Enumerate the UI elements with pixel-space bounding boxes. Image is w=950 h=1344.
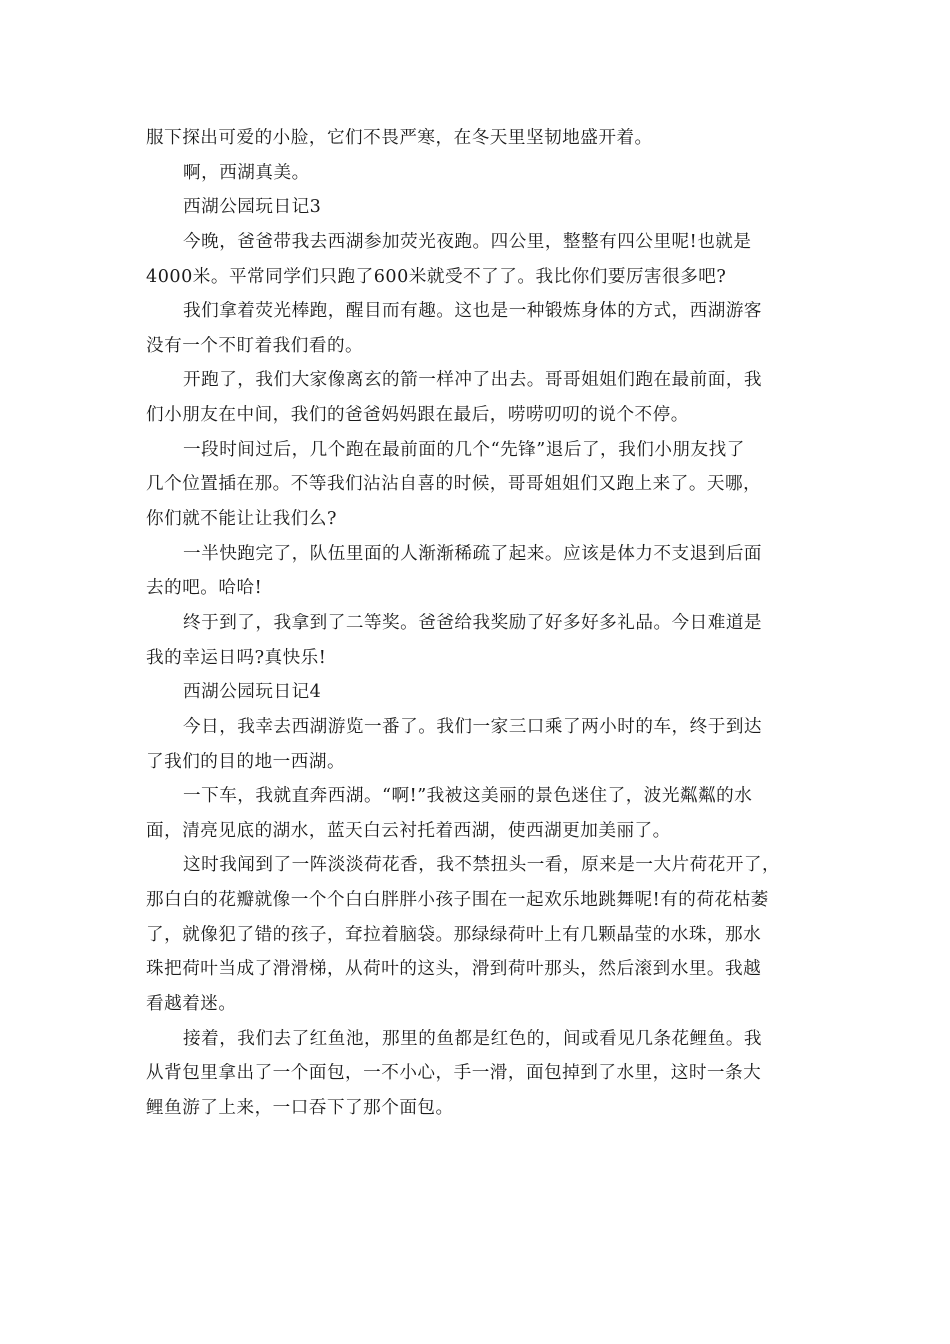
- text-line: 接着，我们去了红鱼池，那里的鱼都是红色的，间或看见几条花鲤鱼。我: [183, 1028, 763, 1049]
- text-line: 看越着迷。: [146, 994, 237, 1015]
- text-line: 一段时间过后，几个跑在最前面的几个“先锋”退后了，我们小朋友找了: [183, 439, 745, 460]
- text-line: 没有一个不盯着我们看的。: [146, 335, 364, 356]
- text-line: 们小朋友在中间，我们的爸爸妈妈跟在最后，唠唠叨叨的说个不停。: [146, 405, 689, 426]
- text-line: 终于到了，我拿到了二等奖。爸爸给我奖励了好多好多礼品。今日难道是: [183, 612, 763, 633]
- text-line: 了我们的目的地一西湖。: [146, 751, 346, 772]
- text-line: 西湖公园玩日记4: [183, 682, 322, 703]
- text-line: 那白白的花瓣就像一个个白白胖胖小孩子围在一起欢乐地跳舞呢!有的荷花枯萎: [146, 890, 769, 911]
- text-line: 我们拿着荧光棒跑，醒目而有趣。这也是一种锻炼身体的方式，西湖游客: [183, 301, 763, 322]
- text-line: 几个位置插在那。不等我们沾沾自喜的时候，哥哥姐姐们又跑上来了。天哪，: [146, 474, 762, 495]
- text-line: 一下车，我就直奔西湖。“啊!”我被这美丽的景色迷住了，波光粼粼的水: [183, 786, 753, 807]
- text-line: 这时我闻到了一阵淡淡荷花香，我不禁扭头一看，原来是一大片荷花开了，: [183, 855, 781, 876]
- text-line: 鲤鱼游了上来，一口吞下了那个面包。: [146, 1097, 454, 1118]
- text-line: 去的吧。哈哈!: [146, 578, 263, 599]
- text-line: 珠把荷叶当成了滑滑梯，从荷叶的这头，滑到荷叶那头，然后滚到水里。我越: [146, 959, 762, 980]
- text-line: 开跑了，我们大家像离玄的箭一样冲了出去。哥哥姐姐们跑在最前面，我: [183, 370, 763, 391]
- text-line: 面，清亮见底的湖水，蓝天白云衬托着西湖，使西湖更加美丽了。: [146, 820, 671, 841]
- text-line: 啊，西湖真美。: [183, 162, 310, 183]
- text-line: 从背包里拿出了一个面包，一不小心，手一滑，面包掉到了水里，这时一条大: [146, 1063, 762, 1084]
- text-line: 西湖公园玩日记3: [183, 197, 322, 218]
- text-line: 你们就不能让让我们么?: [146, 509, 337, 530]
- text-line: 今晚，爸爸带我去西湖参加荧光夜跑。四公里，整整有四公里呢!也就是: [183, 231, 752, 252]
- text-line: 今日，我幸去西湖游览一番了。我们一家三口乘了两小时的车，终于到达: [183, 716, 763, 737]
- text-line: 一半快跑完了，队伍里面的人渐渐稀疏了起来。应该是体力不支退到后面: [183, 543, 763, 564]
- text-line: 4000米。平常同学们只跑了600米就受不了了。我比你们要厉害很多吧?: [146, 266, 727, 287]
- text-line: 我的幸运日吗?真快乐!: [146, 647, 327, 668]
- document-page: [146, 121, 808, 1126]
- text-line: 服下探出可爱的小脸，它们不畏严寒，在冬天里坚韧地盛开着。: [146, 128, 653, 148]
- text-line: 了，就像犯了错的孩子，耷拉着脑袋。那绿绿荷叶上有几颗晶莹的水珠，那水: [146, 924, 762, 945]
